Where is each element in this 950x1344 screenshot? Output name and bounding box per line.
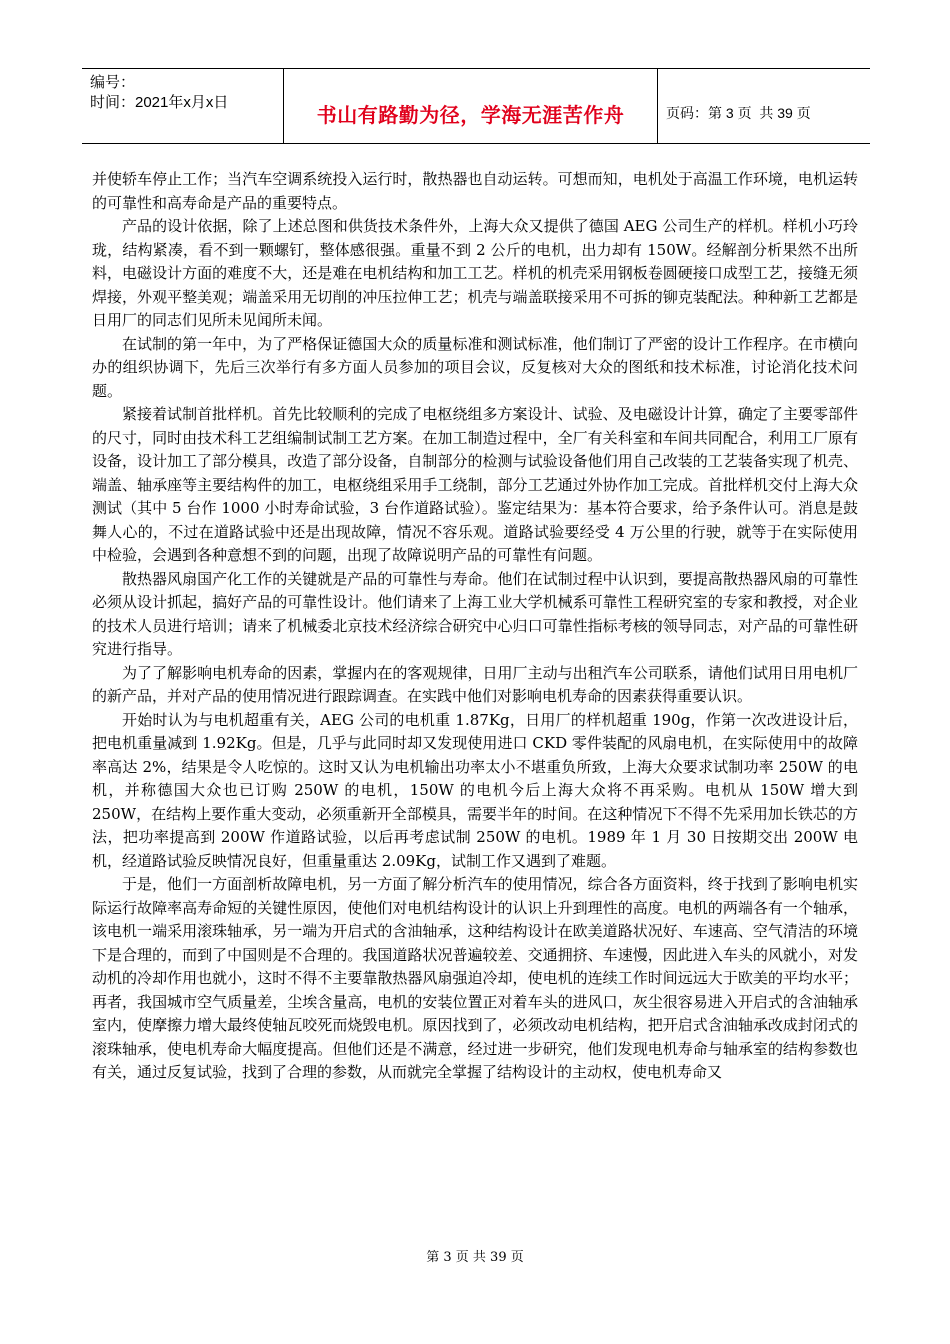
header-page-info: 页码：第 3 页 共 39 页 [666, 105, 811, 121]
paragraph: 为了了解影响电机寿命的因素，掌握内在的客观规律，日用厂主动与出租汽车公司联系，请他们试用日用电机厂的新产品，并对产品的使用情况进行跟踪调查。在实践中他们对影响电机寿命的因素获得重要认识。 [92, 663, 858, 705]
header-meta [82, 69, 284, 143]
paragraph: 并使轿车停止工作；当汽车空调系统投入运行时，散热器也自动运转。可想而知，电机处于高温工作环境，电机运转的可靠性和高寿命是产品的重要特点。 [92, 170, 858, 212]
header-motto: 书山有路勤为径，学海无涯苦作舟 [284, 69, 658, 143]
page-footer: 第 3 页 共 39 页 [426, 1250, 524, 1265]
paragraph: 开始时认为与电机超重有关，AEG 公司的电机重 1.87Kg，日用厂的样机超重 190g，作第一次改进设计后，把电机重量减到 1.92Kg。但是，几乎与此同时却又发现使用进口 CKD 零件装配的风扇电机，在实际使用中的故障率高达 2%，结果是令人吃惊的。这时又认为电机输出功率太小不堪重负所致，上海大众要求试制功率 250W 的电机，并称德国大众也已订购 250W 的电机，150W 的电机今后上海大众将不再采购。电机从 150W 增大到 250W，在结构上要作重大变动，必须重新开全部模具，需要半年的时间。在这种情况下不得不先采用加长铁芯的方法，把功率提高到 200W 作道路试验，以后再考虑试制 250W 的电机。1989 年 1 月 30 日按期交出 200W 电机，经道路试验反映情况良好，但重量重达 2.09Kg，试制工作又遇到了难题。 [92, 710, 858, 870]
paragraph: 产品的设计依据，除了上述总图和供货技术条件外，上海大众又提供了德国 AEG 公司生产的样机。样机小巧玲珑，结构紧凑，看不到一颗螺钉，整体感很强。重量不到 2 公斤的电机，出力却有 150W。经解剖分析果然不出所料，电磁设计方面的难度不大，还是难在电机结构和加工工艺。样机的机壳采用钢板卷圆硬接口成型工艺，接缝无须焊接，外观平整美观；端盖采用无切削的冲压拉伸工艺；机壳与端盖联接采用不可拆的铆克装配法。种种新工艺都是日用厂的同志们见所未见闻所未闻。 [92, 217, 858, 329]
paragraph: 散热器风扇国产化工作的关键就是产品的可靠性与寿命。他们在试制过程中认识到，要提高散热器风扇的可靠性必须从设计抓起，搞好产品的可靠性设计。他们请来了上海工业大学机械系可靠性工程研究室的专家和教授，对企业的技术人员进行培训；请来了机械委北京技术经济综合研究中心归口可靠性指标考核的领导同志，对产品的可靠性研究进行指导。 [92, 569, 858, 658]
paragraph: 于是，他们一方面剖析故障电机，另一方面了解分析汽车的使用情况，综合各方面资料，终于找到了影响电机实际运行故障率高寿命短的关键性原因，使他们对电机结构设计的认识上升到理性的高度。电机的两端各有一个轴承，该电机一端采用滚珠轴承，另一端为开启式的含油轴承，这种结构设计在欧美道路状况好、车速高、空气清洁的环境下是合理的，而到了中国则是不合理的。我国道路状况普遍较差、交通拥挤、车速慢，因此进入车头的风就小，对发动机的冷却作用也就小，这时不得不主要靠散热器风扇强迫冷却，使电机的连续工作时间远远大于欧美的平均水平；再者，我国城市空气质量差，尘埃含量高，电机的安装位置正对着车头的进风口，灰尘很容易进入开启式的含油轴承室内，使摩擦力增大最终使轴瓦咬死而烧毁电机。原因找到了，必须改动电机结构，把开启式含油轴承改成封闭式的滚珠轴承，使电机寿命大幅度提高。但他们还是不满意，经过进一步研究，他们发现电机寿命与轴承室的结构参数也有关，通过反复试验，找到了合理的参数，从而就完全掌握了结构设计的主动权，使电机寿命又 [92, 875, 858, 1081]
paragraph: 在试制的第一年中，为了严格保证德国大众的质量标准和测试标准，他们制订了严密的设计工作程序。在市横向办的组织协调下，先后三次举行有多方面人员参加的项目会议，反复核对大众的图纸和技术标准，讨论消化技术问题。 [92, 334, 858, 400]
paragraph: 紧接着试制首批样机。首先比较顺利的完成了电枢绕组多方案设计、试验、及电磁设计计算，确定了主要零部件的尺寸，同时由技术科工艺组编制试制工艺方案。在加工制造过程中，全厂有关科室和车间共同配合，利用工厂原有设备，设计加工了部分模具，改造了部分设备，自制部分的检测与试验设备他们用自己改装的工艺装备实现了机壳、端盖、轴承座等主要结构件的加工，电枢绕组采用手工绕制，部分工艺通过外协作加工完成。首批样机交付上海大众测试（其中 5 台作 1000 小时寿命试验，3 台作道路试验）。鉴定结果为：基本符合要求，给予条件认可。消息是鼓舞人心的，不过在道路试验中还是出现故障，情况不容乐观。道路试验要经受 4 万公里的行驶，就等于在实际使用中检验，会遇到各种意想不到的问题，出现了故障说明产品的可靠性有问题。 [92, 405, 858, 564]
document-body [92, 168, 858, 1085]
document-number-label: 编号： [90, 74, 136, 91]
document-time-label: 时间：2021年x月x日 [90, 94, 229, 111]
page-header [82, 68, 870, 144]
